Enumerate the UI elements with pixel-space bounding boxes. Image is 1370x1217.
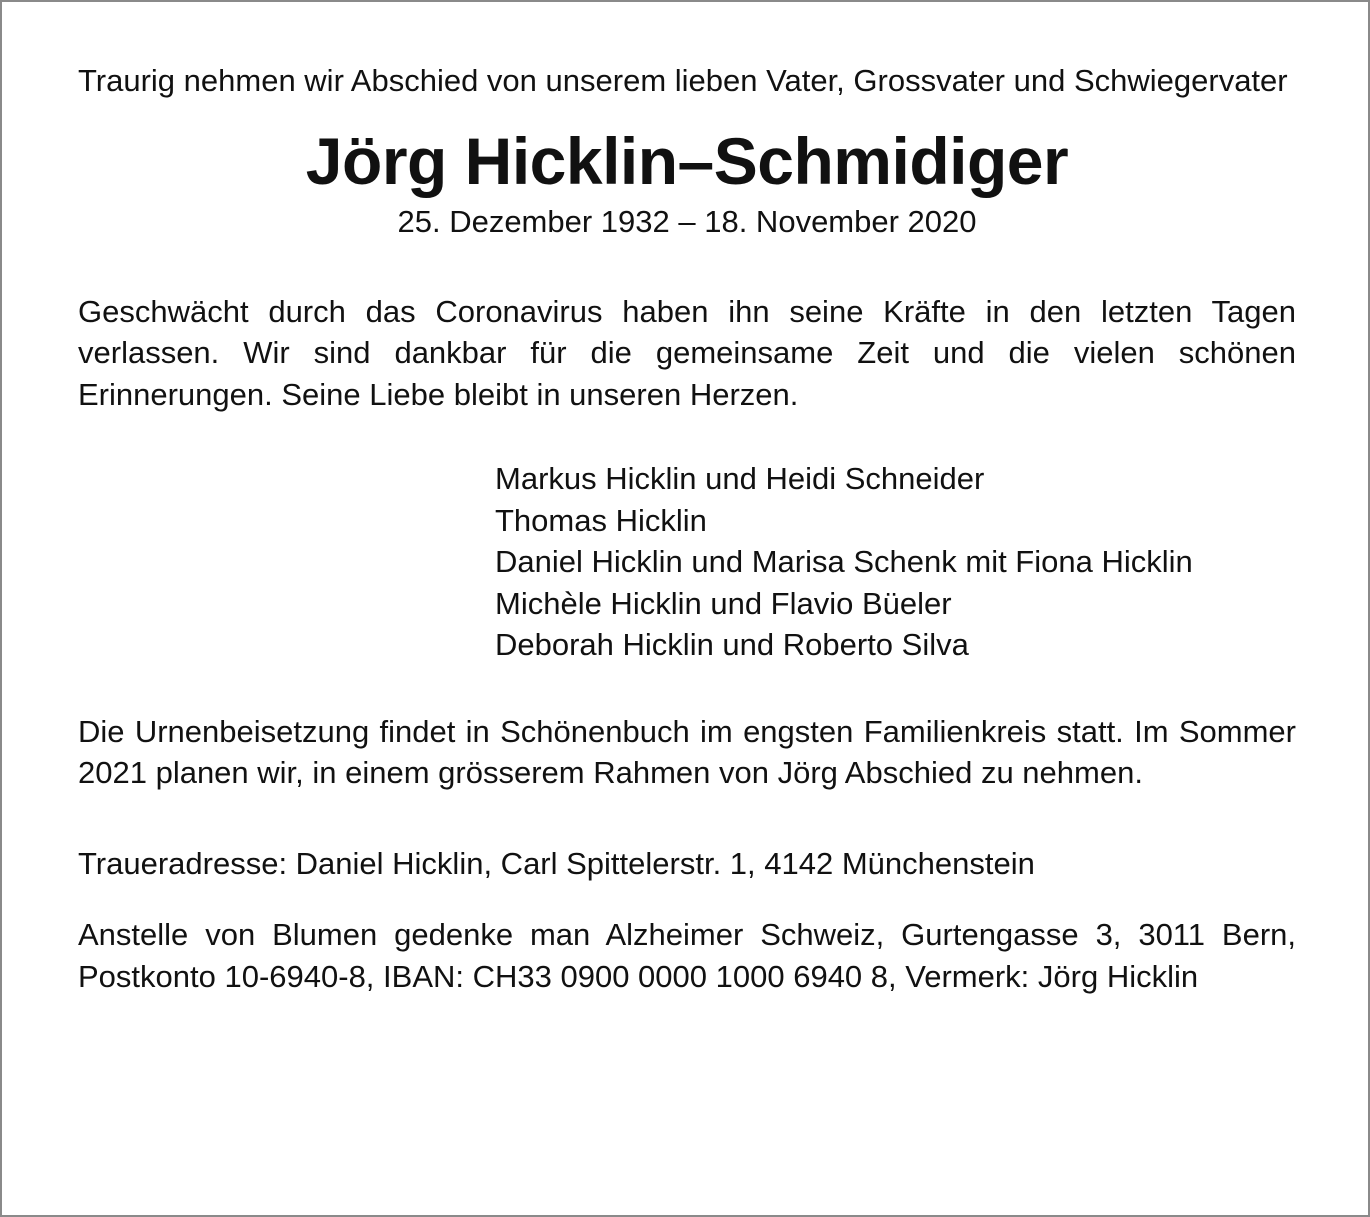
message-text: Geschwächt durch das Coronavirus haben ihn seine Kräfte in den letzten Tagen verlassen. Wir sind dankbar für die gemeinsame Zeit und die vielen schönen Erinnerungen. Seine Liebe bleibt in unseren Herzen.: [78, 293, 1296, 412]
urn-notice: Die Urnenbeisetzung findet in Schönenbuch im engsten Familienkreis statt. Im Sommer 2021 planen wir, in einem grösserem Rahmen von Jörg Abschied zu nehmen.: [78, 713, 1296, 790]
family-member: Markus Hicklin und Heidi Schneider: [495, 461, 985, 496]
deceased-name: Jörg Hicklin–Schmidiger: [305, 123, 1069, 198]
life-dates: 25. Dezember 1932 – 18. November 2020: [397, 203, 977, 239]
intro-text: Traurig nehmen wir Abschied von unserem lieben Vater, Grossvater und Schwiegervater: [78, 63, 1288, 98]
mourning-address: Traueradresse: Daniel Hicklin, Carl Spittelerstr. 1, 4142 Münchenstein: [78, 845, 1035, 881]
family-list: [495, 458, 1296, 666]
obituary-content: [78, 60, 1296, 997]
family-member: Daniel Hicklin und Marisa Schenk mit Fiona Hicklin: [495, 544, 1193, 579]
family-member: Deborah Hicklin und Roberto Silva: [495, 627, 969, 662]
donation-notice: Anstelle von Blumen gedenke man Alzheimer Schweiz, Gurtengasse 3, 3011 Bern, Postkonto 10-6940-8, IBAN: CH33 0900 0000 1000 6940 8, Vermerk: Jörg Hicklin: [78, 917, 1296, 994]
family-member: Thomas Hicklin: [495, 502, 707, 538]
family-member: Michèle Hicklin und Flavio Büeler: [495, 585, 952, 621]
